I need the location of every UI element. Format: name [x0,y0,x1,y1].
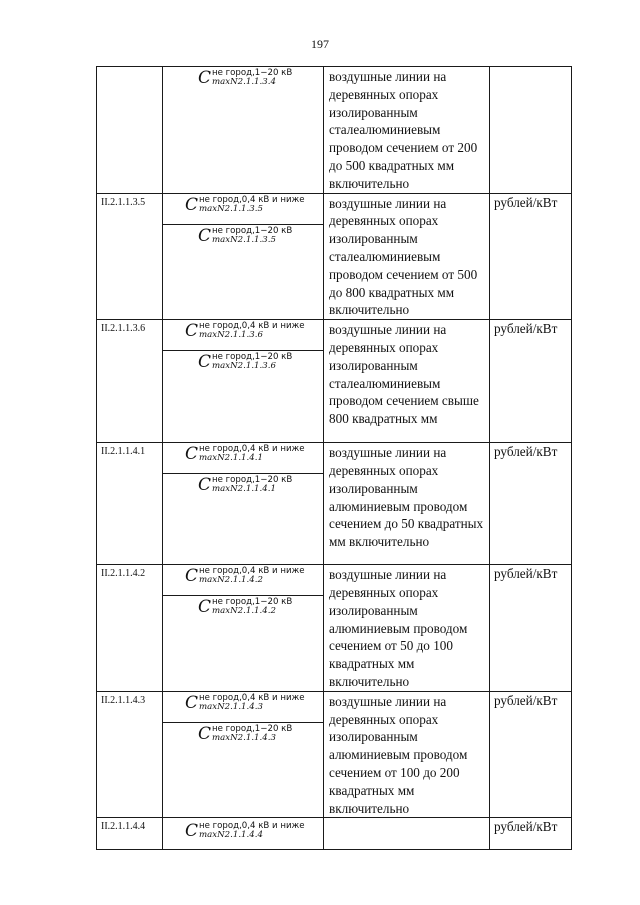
formula-symbol [163,67,323,192]
formula-symbol [163,194,323,224]
tariff-table [96,66,572,850]
symbol-superscript: не город,0,4 кВ и ниже [199,821,305,832]
symbol-subscript: maxN2.1.1.4.2 [199,575,263,586]
row-description: воздушные линии на деревянных опорах изолированным сталеалюминиевым проводом сечением от 500 до 800 квадратных мм включительно [324,193,490,320]
symbol-subscript: maxN2.1.1.3.6 [199,330,263,341]
formula-symbol [163,320,323,350]
formula-symbol [163,350,323,442]
row-unit: рублей/кВт [490,565,572,692]
row-symbols [163,818,324,850]
formula-symbol [163,595,323,687]
row-symbols [163,691,324,818]
symbol-letter: C [198,225,212,246]
symbol-superscript: не город,1−20 кВ [212,475,293,486]
row-unit: рублей/кВт [490,443,572,565]
symbol-letter: C [185,566,199,587]
symbol-superscript: не город,0,4 кВ и ниже [199,321,305,332]
row-symbols [163,565,324,692]
symbol-subscript: maxN2.1.1.4.1 [212,484,276,495]
symbol-subscript: maxN2.1.1.3.4 [212,77,276,87]
formula-symbol [163,692,323,722]
symbol-superscript: не город,0,4 кВ и ниже [199,444,305,455]
table-row [97,691,572,818]
symbol-letter: C [185,692,199,713]
formula-symbol [163,818,323,849]
symbol-letter: C [198,597,212,618]
row-symbols [163,320,324,443]
symbol-letter: C [198,352,212,373]
symbol-letter: C [198,68,212,88]
symbol-superscript: не город,1−20 кВ [212,723,293,734]
symbol-subscript: maxN2.1.1.4.3 [212,732,276,743]
row-code: II.2.1.1.3.6 [97,320,163,443]
symbol-letter: C [185,194,199,215]
row-unit [490,67,572,194]
symbol-subscript: maxN2.1.1.4.1 [199,453,263,464]
table-row [97,565,572,692]
row-description: воздушные линии на деревянных опорах изолированным сталеалюминиевым проводом сечением свыше 800 квадратных мм [324,320,490,443]
symbol-subscript: maxN2.1.1.4.4 [199,830,263,841]
symbol-superscript: не город,1−20 кВ [212,68,293,78]
table-body [97,67,572,850]
row-code [97,67,163,194]
table-row [97,320,572,443]
row-description: воздушные линии на деревянных опорах изолированным сталеалюминиевым проводом сечением от 200 до 500 квадратных мм включительно [324,67,490,194]
symbol-superscript: не город,1−20 кВ [212,597,293,608]
row-symbols [163,193,324,320]
symbol-subscript: maxN2.1.1.3.5 [199,203,263,214]
row-code: II.2.1.1.4.3 [97,691,163,818]
row-code: II.2.1.1.4.1 [97,443,163,565]
row-unit: рублей/кВт [490,691,572,818]
symbol-subscript: maxN2.1.1.3.5 [212,234,276,245]
row-code: II.2.1.1.4.4 [97,818,163,850]
row-unit: рублей/кВт [490,193,572,320]
table-row [97,193,572,320]
symbol-subscript: maxN2.1.1.3.6 [212,361,276,372]
formula-symbol [163,722,323,813]
formula-symbol [163,443,323,473]
row-description: воздушные линии на деревянных опорах изолированным алюминиевым проводом сечением от 100 до 200 квадратных мм включительно [324,691,490,818]
row-description [324,818,490,850]
page-number: 197 [311,37,329,51]
row-code: II.2.1.1.3.5 [97,193,163,320]
table-row [97,443,572,565]
symbol-subscript: maxN2.1.1.4.2 [212,606,276,617]
formula-symbol [163,224,323,315]
symbol-superscript: не город,1−20 кВ [212,225,293,236]
symbol-superscript: не город,0,4 кВ и ниже [199,692,305,703]
symbol-subscript: maxN2.1.1.4.3 [199,701,263,712]
table-row [97,818,572,850]
row-unit: рублей/кВт [490,818,572,850]
symbol-letter: C [198,723,212,744]
symbol-superscript: не город,0,4 кВ и ниже [199,194,305,205]
symbol-letter: C [185,444,199,465]
formula-symbol [163,473,323,564]
symbol-superscript: не город,1−20 кВ [212,352,293,363]
row-code: II.2.1.1.4.2 [97,565,163,692]
symbol-letter: C [185,821,199,842]
formula-symbol [163,565,323,595]
row-description: воздушные линии на деревянных опорах изолированным алюминиевым проводом сечением от 50 до 100 квадратных мм включительно [324,565,490,692]
symbol-letter: C [198,475,212,496]
row-symbols [163,443,324,565]
symbol-letter: C [185,321,199,342]
row-unit: рублей/кВт [490,320,572,443]
row-description: воздушные линии на деревянных опорах изолированным алюминиевым проводом сечением до 50 квадратных мм включительно [324,443,490,565]
table-row [97,67,572,194]
row-symbols [163,67,324,194]
symbol-superscript: не город,0,4 кВ и ниже [199,566,305,577]
